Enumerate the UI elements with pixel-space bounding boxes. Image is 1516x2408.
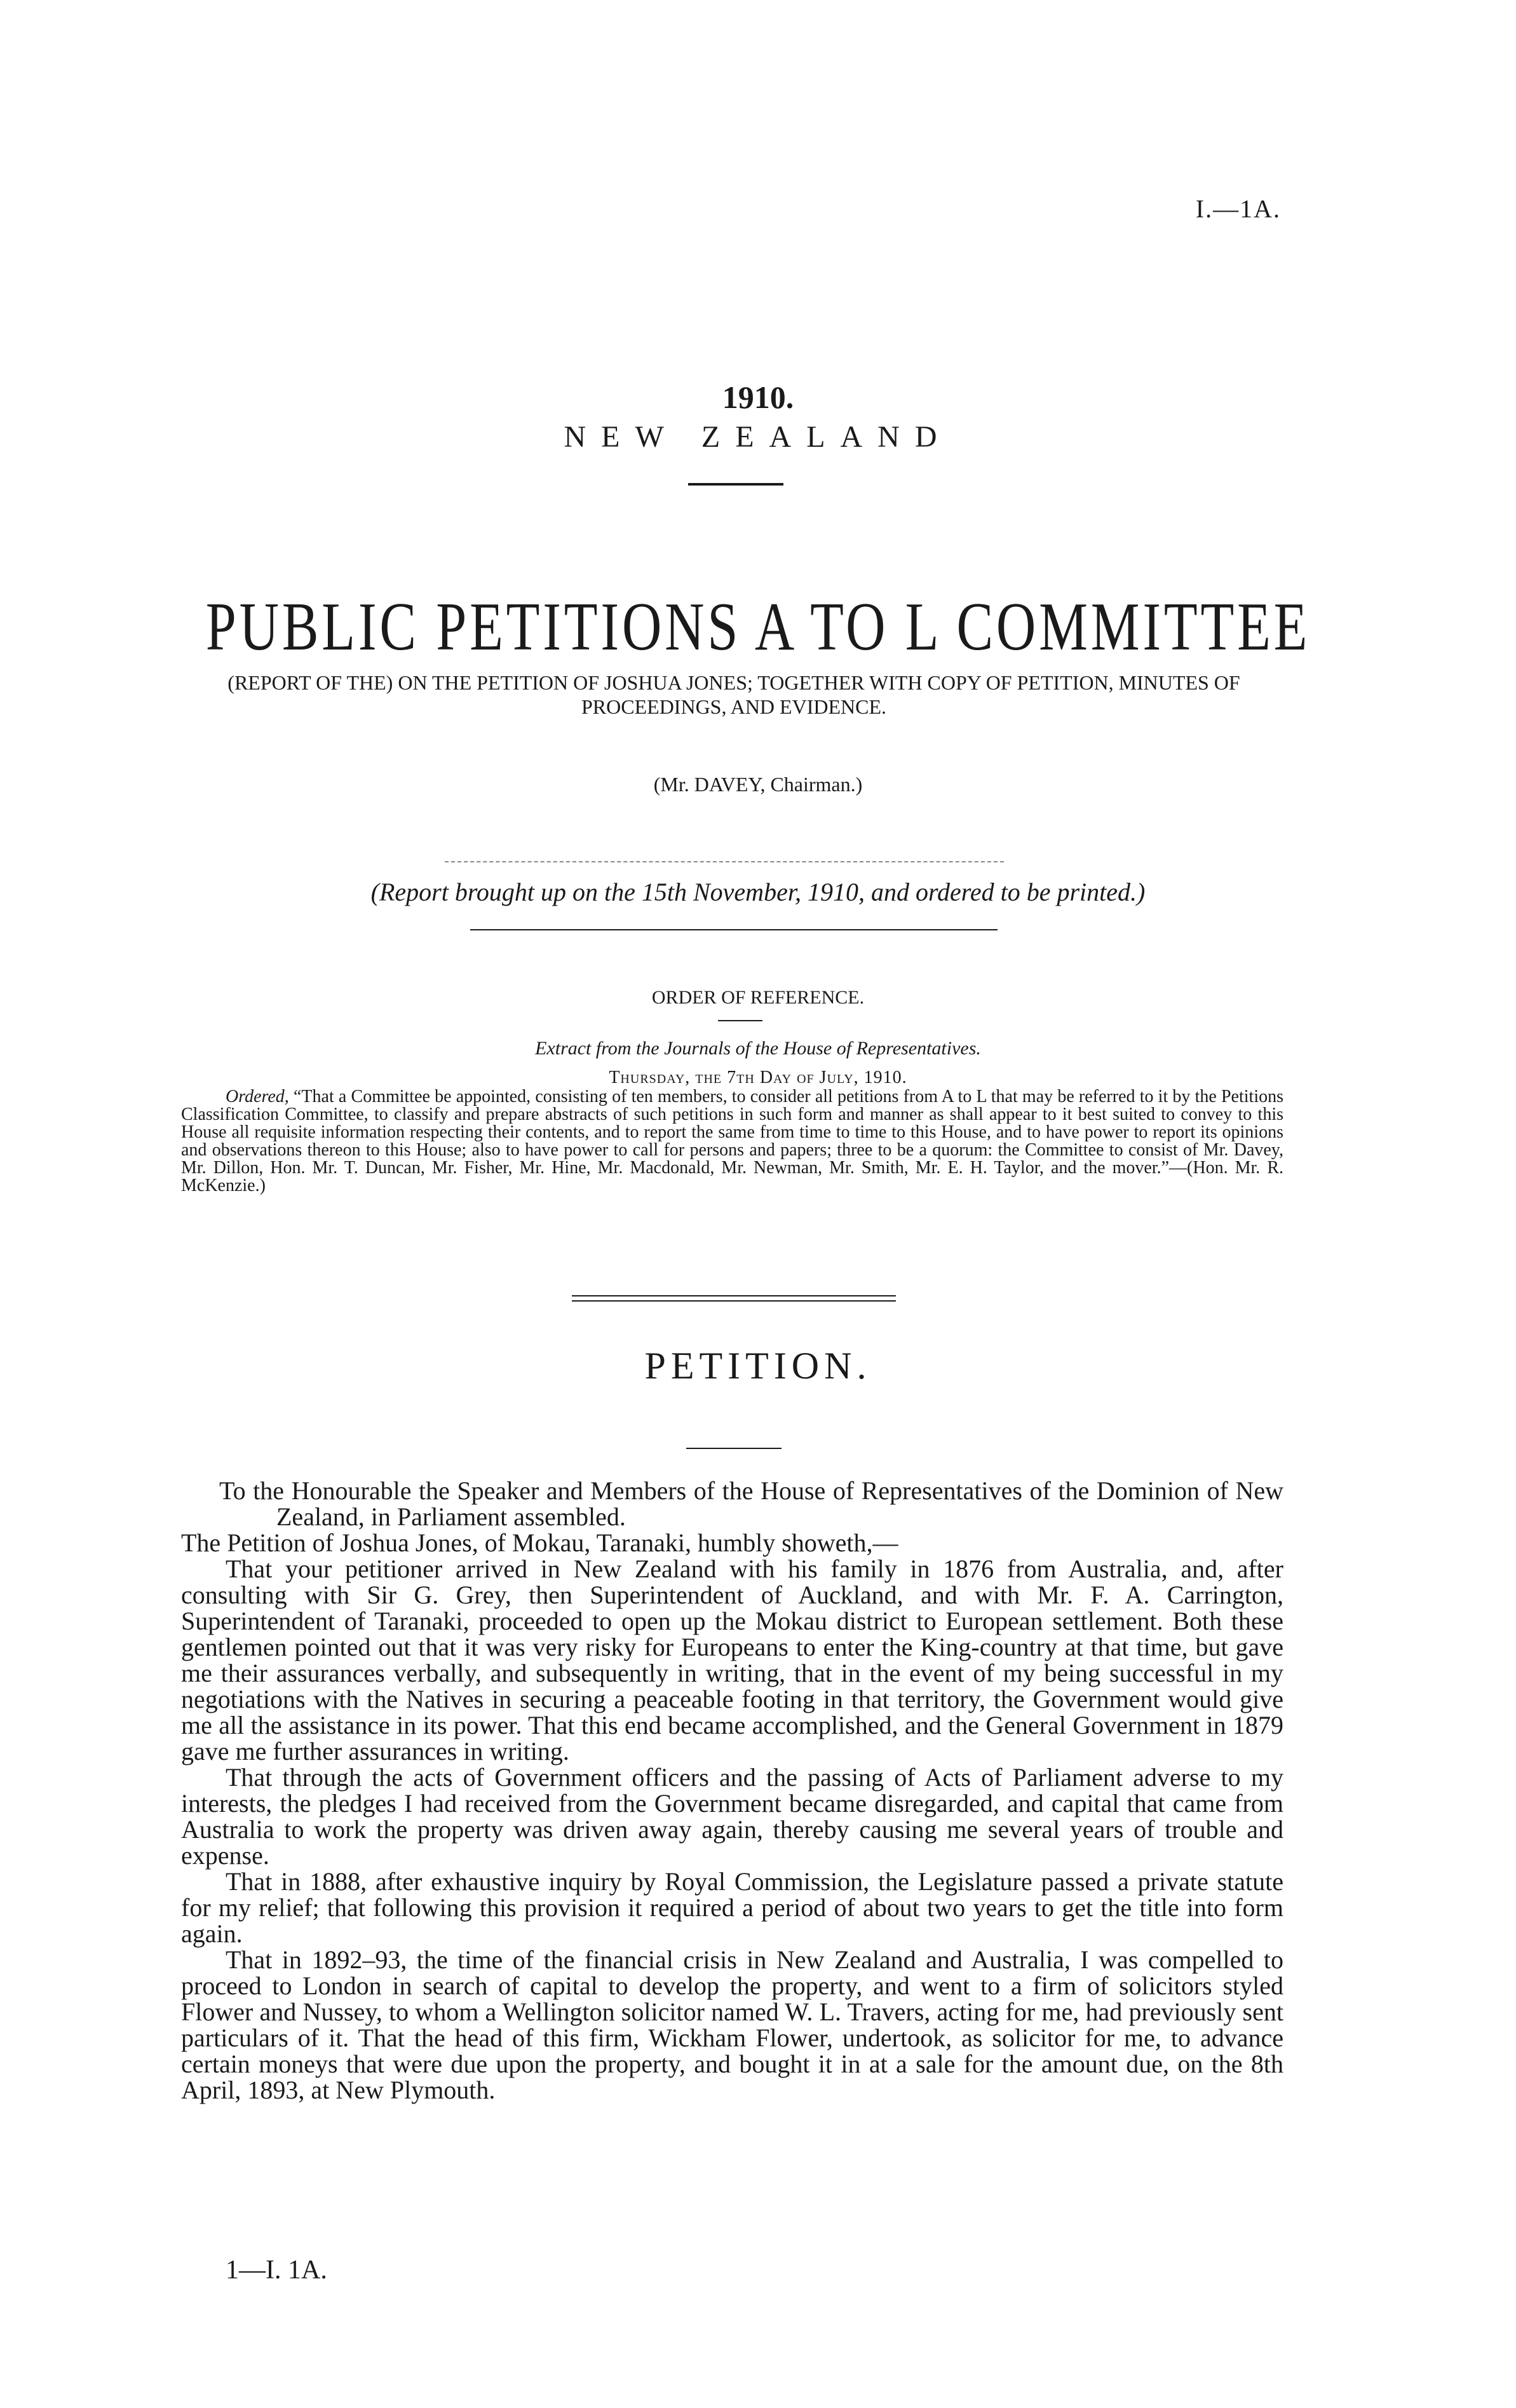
petition-heading: PETITION. — [644, 1345, 872, 1387]
report-note-bottom-rule — [470, 929, 998, 930]
report-note-top-rule — [445, 861, 1004, 862]
title-divider — [688, 483, 783, 486]
report-note: (Report brought up on the 15th November, 1910, and ordered to be printed.) — [370, 878, 1146, 906]
document-code: I.—1A. — [1195, 194, 1281, 223]
page-footer-code: 1—I. 1A. — [226, 2255, 327, 2285]
order-heading-divider — [718, 1020, 762, 1021]
petition-paragraph-2: That through the acts of Government officers and the passing of Acts of Parliament adverse to my interests, the pledges I had received from the Government became disregarded, and capital that came from Australia to work the property was driven away again, thereby causing me several years of trouble and expense. — [181, 1763, 1283, 1870]
report-subtitle: (REPORT OF THE) ON THE PETITION OF JOSHUA JONES; TOGETHER WITH COPY OF PETITION, MINUTES OF PROCEEDINGS, AND EVIDENCE. — [227, 671, 1240, 718]
document-year: 1910. — [722, 379, 794, 415]
petition-heading-divider — [686, 1448, 782, 1449]
petition-paragraph-3: That in 1888, after exhaustive inquiry by Royal Commission, the Legislature passed a private statute for my relief; that following this provision it required a period of about two years to get the title into form again. — [181, 1867, 1283, 1948]
section-double-rule-bottom — [572, 1300, 896, 1302]
order-of-reference-heading: ORDER OF REFERENCE. — [651, 987, 865, 1008]
order-date-line: Thursday, the 7th Day of July, 1910. — [609, 1068, 907, 1087]
petition-address: To the Honourable the Speaker and Members of the House of Representatives of the Dominion of New Zealand, in Parliament assembled. — [219, 1476, 1283, 1531]
section-double-rule-top — [572, 1295, 896, 1296]
page-title: PUBLIC PETITIONS A TO L COMMITTEE — [205, 589, 1311, 665]
order-of-reference-text — [181, 1088, 1283, 1195]
petition-opening: The Petition of Joshua Jones, of Mokau, Taranaki, humbly showeth,— — [181, 1528, 898, 1557]
petition-body — [181, 1478, 1283, 2103]
country-heading: NEW ZEALAND — [564, 420, 952, 454]
petition-paragraph-4: That in 1892–93, the time of the financial crisis in New Zealand and Australia, I was compelled to proceed to London in search of capital to develop the property, and went to a firm of solicitors styled Flower and Nussey, to whom a Wellington solicitor named W. L. Travers, acting for me, had previously sent particulars of it. That the head of this firm, Wickham Flower, undertook, as solicitor for me, to advance certain moneys that were due upon the property, and bought it in at a sale for the amount due, on the 8th April, 1893, at New Plymouth. — [181, 1945, 1283, 2104]
journal-extract-line: Extract from the Journals of the House of Representatives. — [535, 1038, 981, 1059]
chairman-line: (Mr. DAVEY, Chairman.) — [653, 773, 863, 796]
ordered-label: Ordered, — [226, 1087, 289, 1106]
order-text: “That a Committee be appointed, consisting of ten members, to consider all petitions from A to L that may be referred to it by the Petitions Classification Committee, to classify and prepare abstracts of such petitions in such form and manner as shall appear to it best suited to convey to this House all requisite information respecting their contents, and to report the same from time to time to this House, and to have power to report its opinions and observations thereon to this House; also to have power to call for persons and papers; three to be a quorum: the Committee to consist of Mr. Davey, Mr. Dillon, Hon. Mr. T. Duncan, Mr. Fisher, Mr. Hine, Mr. Macdonald, Mr. Newman, Mr. Smith, Mr. E. H. Taylor, and the mover.”—(Hon. Mr. R. McKenzie.) — [181, 1087, 1283, 1195]
petition-paragraph-1: That your petitioner arrived in New Zealand with his family in 1876 from Australia, and, after consulting with Sir G. Grey, then Superintendent of Auckland, and with Mr. F. A. Carrington, Superintendent of Taranaki, proceeded to open up the Mokau district to European settlement. Both these gentlemen pointed out that it was very risky for Europeans to enter the King-country at that time, but gave me their assurances verbally, and subsequently in writing, that in the event of my being successful in my negotiations with the Natives in securing a peaceable footing in that territory, the Government would give me all the assistance in its power. That this end became accomplished, and the General Government in 1879 gave me further assurances in writing. — [181, 1554, 1283, 1765]
